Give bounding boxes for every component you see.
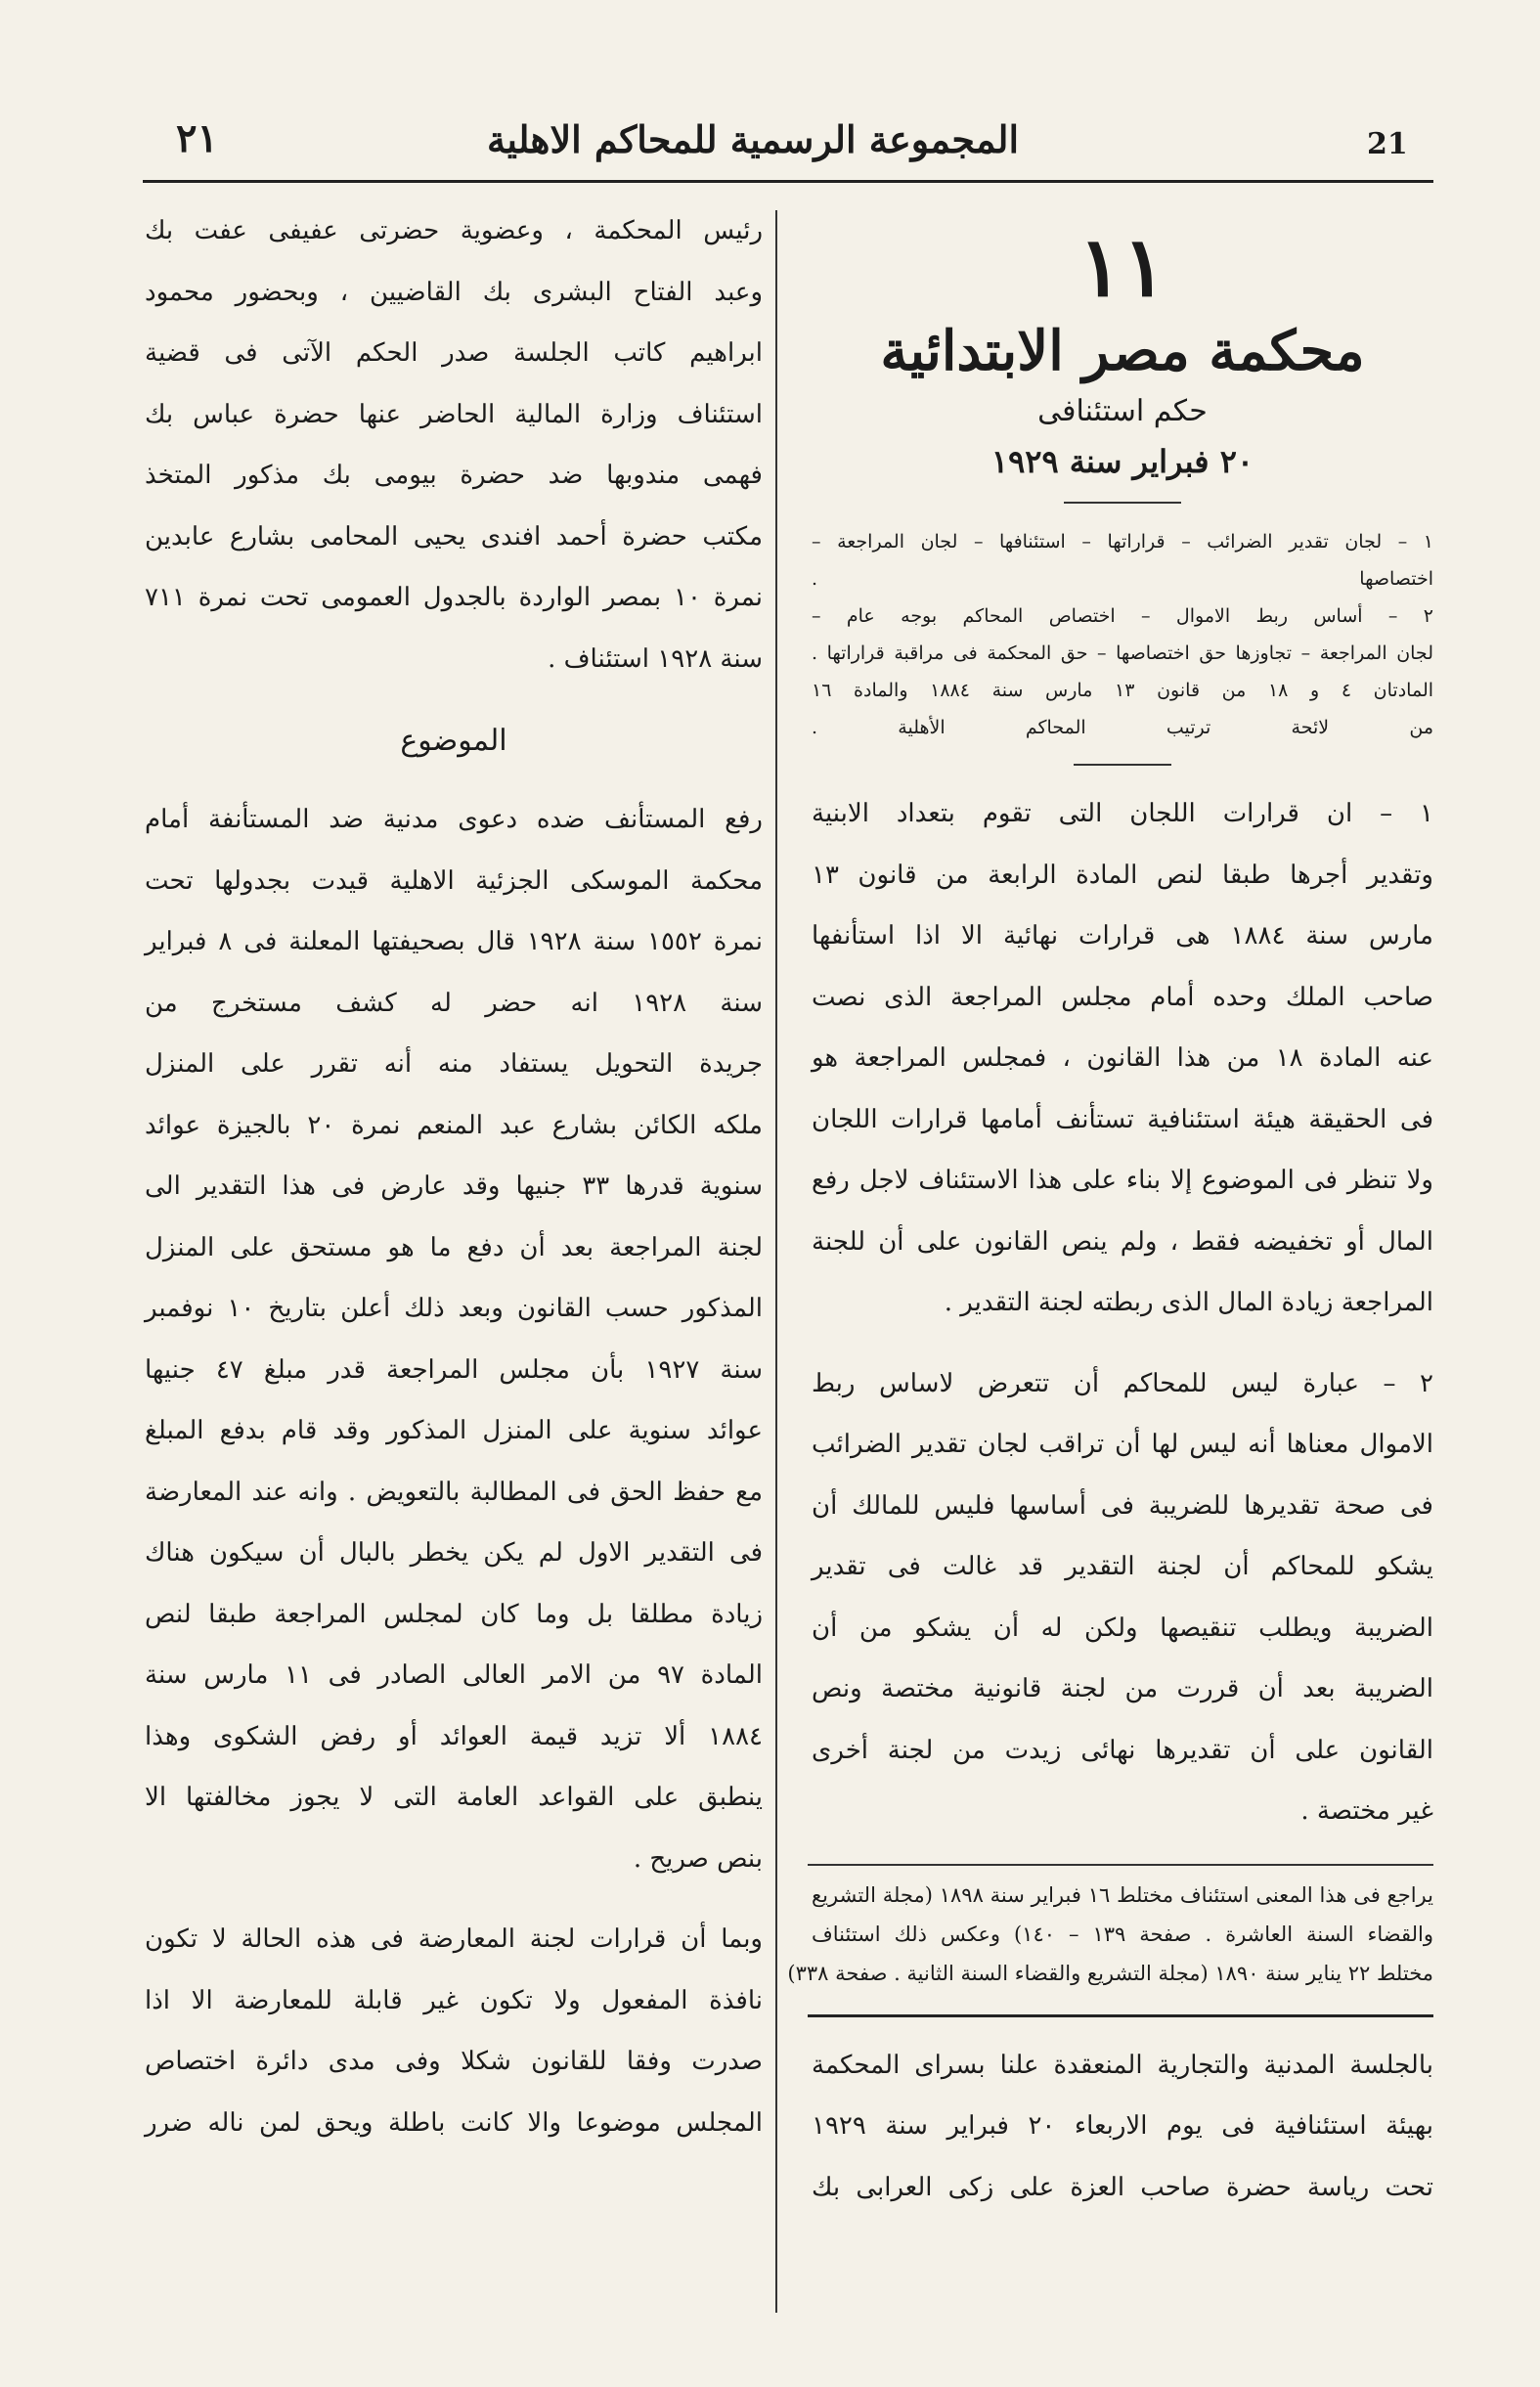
intro-paragraph xyxy=(145,200,763,689)
text-line: نافذة المفعول ولا تكون غير قابلة للمعارضة الا اذا xyxy=(145,1985,763,2015)
text-line: الاموال معناها أنه ليس لها أن تراقب لجان تقدير الضرائب xyxy=(812,1430,1433,1459)
column-divider xyxy=(775,210,777,2313)
principle-1 xyxy=(812,783,1433,1334)
text-line: مارس سنة ١٨٨٤ هى قرارات نهائية الا اذا استأنفها xyxy=(812,921,1433,950)
section-heading: الموضوع xyxy=(400,724,507,758)
text-line: وعبد الفتاح البشرى بك القاضيين ، وبحضور محمود xyxy=(145,277,763,307)
text-line: رفع المستأنف ضده دعوى مدنية ضد المستأنفة أمام xyxy=(145,805,763,834)
page-number-latin: 21 xyxy=(1367,127,1408,161)
session-paragraph xyxy=(812,2035,1433,2219)
footnote xyxy=(787,1876,1433,1993)
footnote-line: مختلط ٢٢ يناير سنة ١٨٩٠ (مجلة التشريع والقضاء السنة الثانية . صفحة ٣٣٨) xyxy=(787,1961,1433,1985)
subject-paragraph xyxy=(145,789,763,1889)
summary-line: لجان المراجعة – تجاوزها حق اختصاصها – حق المحكمة فى مراقبة قراراتها . xyxy=(812,642,1433,664)
text-line: عوائد سنوية على المنزل المذكور وقد قام بدفع المبلغ xyxy=(145,1416,763,1445)
session-rule xyxy=(808,2014,1433,2017)
text-line: مكتب حضرة أحمد افندى يحيى المحامى بشارع عابدين xyxy=(145,521,763,552)
footnote-line: يراجع فى هذا المعنى استئناف مختلط ١٦ فبراير سنة ١٨٩٨ (مجلة التشريع xyxy=(812,1882,1433,1907)
text-line: بهيئة استئنافية فى يوم الاربعاء ٢٠ فبراير سنة ١٩٢٩ xyxy=(812,2111,1433,2141)
text-line: ٢ – عبارة ليس للمحاكم أن تتعرض لاساس ربط xyxy=(812,1368,1433,1398)
summary-line: اختصاصها . xyxy=(812,568,1433,590)
text-line: القانون على أن تقديرها نهائى زيدت من لجنة أخرى xyxy=(812,1735,1433,1765)
text-line: ينطبق على القواعد العامة التى لا يجوز مخالفتها الا xyxy=(145,1783,763,1812)
header-rule xyxy=(143,180,1433,183)
page-number-arabic: ٢١ xyxy=(176,115,218,161)
text-line: ملكه الكائن بشارع عبد المنعم نمرة ٢٠ بالجيزة عوائد xyxy=(145,1110,763,1140)
text-line: نمرة ١٠ بمصر الواردة بالجدول العمومى تحت نمرة ٧١١ xyxy=(145,583,764,612)
text-line: المجلس موضوعا والا كانت باطلة ويحق لمن ناله ضرر xyxy=(145,2107,763,2138)
text-line: يشكو للمحاكم أن لجنة التقدير قد غالت فى تقدير xyxy=(812,1552,1433,1581)
right-column xyxy=(787,200,1434,2218)
text-line: سنة ١٩٢٧ بأن مجلس المراجعة قدر مبلغ ٤٧ جنيها xyxy=(145,1354,763,1385)
left-column xyxy=(145,200,763,2153)
text-line: سنة ١٩٢٨ استئناف . xyxy=(548,643,763,674)
footnote-rule xyxy=(808,1864,1433,1866)
text-line: وبما أن قرارات لجنة المعارضة فى هذه الحالة لا تكون xyxy=(145,1924,763,1954)
summary-line: ١ – لجان تقدير الضرائب – قراراتها – استئنافها – لجان المراجعة – xyxy=(812,531,1433,553)
text-line: تحت رياسة حضرة صاحب العزة على زكى العرابى بك xyxy=(812,2172,1433,2202)
text-line: رئيس المحكمة ، وعضوية حضرتى عفيفى عفت بك xyxy=(145,216,763,245)
text-line: فى الحقيقة هيئة استئنافية تستأنف أمامها قرارات اللجان xyxy=(812,1104,1433,1134)
text-line: بالجلسة المدنية والتجارية المنعقدة علنا بسراى المحكمة xyxy=(812,2050,1433,2080)
ruling-date: ٢٠ فبراير سنة ١٩٢٩ xyxy=(990,443,1254,480)
text-line: ١٨٨٤ ألا تزيد قيمة العوائد أو رفض الشكوى وهذا xyxy=(145,1721,763,1751)
text-line: ولا تنظر فى الموضوع إلا بناء على هذا الاستئناف لاجل رفع xyxy=(812,1166,1433,1195)
text-line: وتقدير أجرها طبقا لنص المادة الرابعة من قانون ١٣ xyxy=(812,860,1433,890)
text-line: بنص صريح . xyxy=(633,1843,763,1874)
text-line: ١ – ان قرارات اللجان التى تقوم بتعداد الابنية xyxy=(812,799,1433,828)
text-line: المذكور حسب القانون وبعد ذلك أعلن بتاريخ ١٠ نوفمبر xyxy=(145,1294,763,1323)
court-name: محكمة مصر الابتدائية xyxy=(880,319,1365,383)
ruling-type: حكم استئنافى xyxy=(1037,394,1208,428)
text-line: المادة ٩٧ من الامر العالى الصادر فى ١١ مارس سنة xyxy=(145,1660,763,1690)
text-line: فى التقدير الاول لم يكن يخطر بالبال أن سيكون هناك xyxy=(145,1538,763,1568)
text-line: مع حفظ الحق فى المطالبة بالتعويض . وانه عند المعارضة xyxy=(145,1477,763,1507)
text-line: زيادة مطلقا بل وما كان لمجلس المراجعة طبقا لنص xyxy=(145,1599,763,1629)
text-line: المال أو تخفيضه فقط ، ولم ينص القانون على أن للجنة xyxy=(812,1226,1433,1257)
conclusion-paragraph xyxy=(145,1909,763,2153)
text-line: جريدة التحويل يستفاد منه أنه تقرر على المنزل xyxy=(145,1049,763,1079)
summary-line: من لائحة ترتيب المحاكم الأهلية . xyxy=(812,717,1433,738)
text-line: صاحب الملك وحده أمام مجلس المراجعة الذى نصت xyxy=(812,982,1433,1012)
text-line: غير مختصة . xyxy=(1300,1796,1433,1826)
summary-line: المادتان ٤ و ١٨ من قانون ١٣ مارس سنة ١٨٨٤ والمادة ١٦ xyxy=(812,680,1434,701)
summary-rule xyxy=(1074,764,1171,766)
principle-2 xyxy=(812,1353,1433,1842)
text-line: استئناف وزارة المالية الحاضر عنها حضرة عباس بك xyxy=(145,399,763,429)
text-line: صدرت وفقا للقانون شكلا وفى مدى دائرة اختصاص xyxy=(145,2047,763,2076)
text-line: الضريبة ويطلب تنقيصها ولكن له أن يشكو من أن xyxy=(812,1613,1433,1643)
heading-rule xyxy=(1064,502,1181,504)
text-line: لجنة المراجعة بعد أن دفع ما هو مستحق على المنزل xyxy=(145,1232,763,1262)
text-line: محكمة الموسكى الجزئية الاهلية قيدت بجدولها تحت xyxy=(145,865,763,896)
text-line: عنه المادة ١٨ من هذا القانون ، فمجلس المراجعة هو xyxy=(812,1043,1433,1073)
footnote-line: والقضاء السنة العاشرة . صفحة ١٣٩ – ١٤٠) وعكس ذلك استئناف xyxy=(812,1922,1433,1946)
text-line: المراجعة زيادة المال الذى ربطته لجنة التقدير . xyxy=(944,1288,1433,1317)
summary-line: ٢ – أساس ربط الاموال – اختصاص المحاكم بوجه عام – xyxy=(812,605,1433,627)
summary-keywords xyxy=(812,523,1433,746)
running-header-title: المجموعة الرسمية للمحاكم الاهلية xyxy=(486,117,1020,161)
text-line: الضريبة بعد أن قررت من لجنة قانونية مختصة ونص xyxy=(812,1674,1433,1703)
text-line: سنوية قدرها ٣٣ جنيها وقد عارض فى هذا التقدير الى xyxy=(145,1171,763,1201)
text-line: فهمى مندوبها ضد حضرة بيومى بك مذكور المتخذ xyxy=(145,461,763,490)
text-line: ابراهيم كاتب الجلسة صدر الحكم الآتى فى قضية xyxy=(145,338,763,368)
text-line: نمرة ١٥٥٢ سنة ١٩٢٨ قال بصحيفتها المعلنة فى ٨ فبراير xyxy=(145,927,763,956)
case-number: ١١ xyxy=(1078,218,1167,315)
text-line: فى صحة تقديرها للضريبة فى أساسها فليس للمالك أن xyxy=(812,1490,1433,1521)
text-line: سنة ١٩٢٨ انه حضر له كشف مستخرج من xyxy=(145,988,763,1018)
